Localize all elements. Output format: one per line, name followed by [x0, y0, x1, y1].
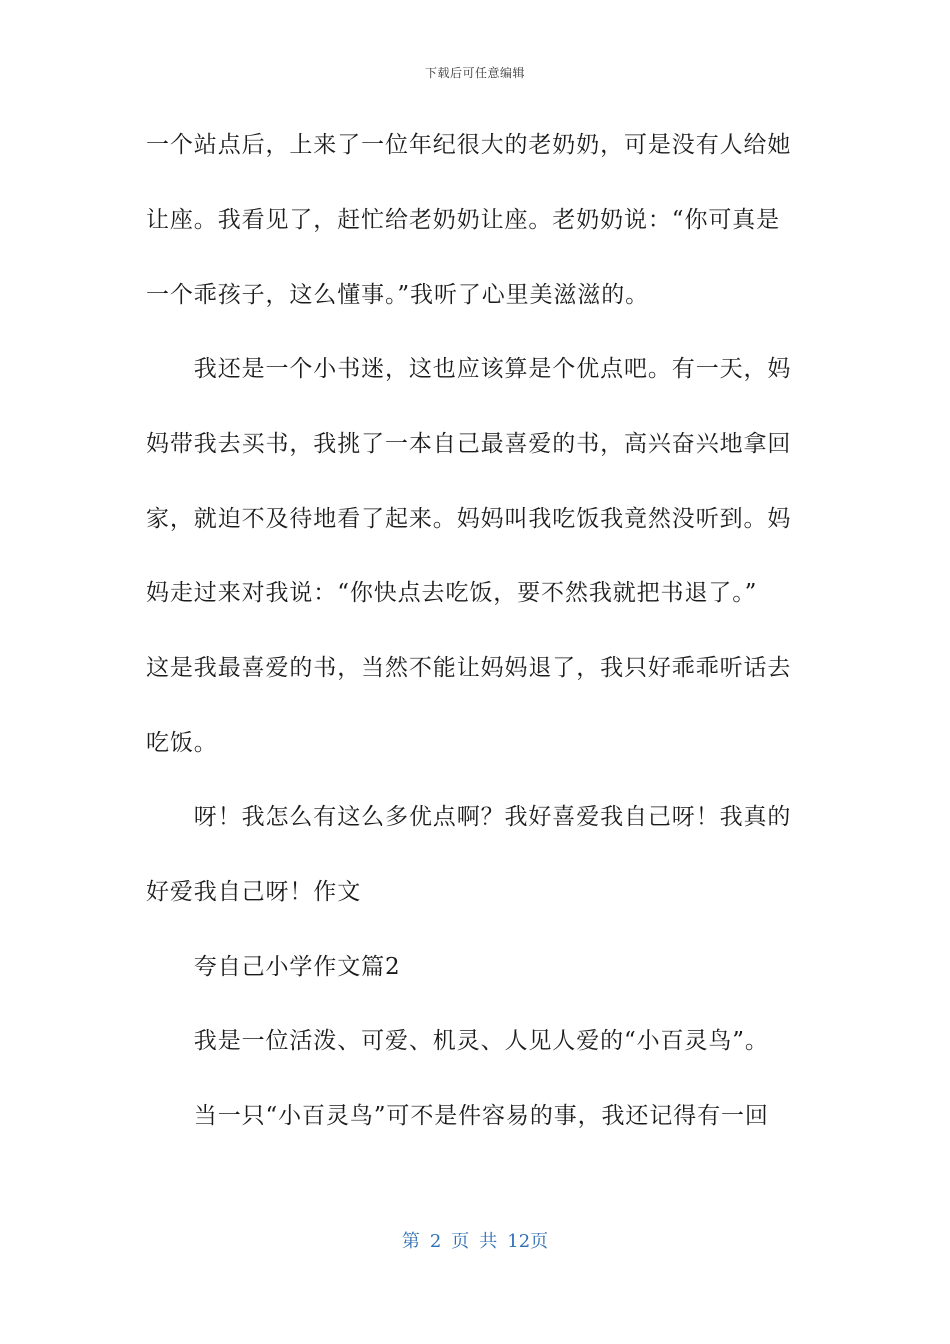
page-label: 第 — [401, 1231, 420, 1252]
total-label: 共 — [479, 1231, 498, 1252]
text-line: 一个乖孩子，这么懂事。”我听了心里美滋滋的。 — [146, 282, 650, 308]
text-line: 呀！我怎么有这么多优点啊？我好喜爱我自己呀！我真的 — [146, 804, 792, 830]
text-line: 妈带我去买书，我挑了一本自己最喜爱的书，高兴奋兴地拿回 — [146, 431, 792, 457]
text-line: 当一只“小百灵鸟”可不是件容易的事，我还记得有一回 — [146, 1103, 769, 1129]
text-line: 家，就迫不及待地看了起来。妈妈叫我吃饭我竟然没听到。妈 — [146, 506, 792, 532]
page-unit: 页 — [451, 1231, 470, 1252]
text-line: 吃饭。 — [146, 730, 218, 756]
text-line: 让座。我看见了，赶忙给老奶奶让座。老奶奶说：“你可真是 — [146, 207, 781, 233]
text-line: 我还是一个小书迷，这也应该算是个优点吧。有一天，妈 — [146, 356, 792, 382]
total-pages: 12页 — [507, 1231, 549, 1252]
text-line: 我是一位活泼、可爱、机灵、人见人爱的“小百灵鸟”。 — [146, 1028, 769, 1054]
section-heading: 夸自己小学作文篇2 — [146, 954, 401, 980]
text-line: 这是我最喜爱的书，当然不能让妈妈退了，我只好乖乖听话去 — [146, 655, 792, 681]
text-line: 一个站点后，上来了一位年纪很大的老奶奶，可是没有人给她 — [146, 132, 792, 158]
text-line: 好爱我自己呀！作文 — [146, 879, 362, 905]
page-footer — [0, 1227, 950, 1253]
page-header: 下载后可任意编辑 — [424, 66, 525, 80]
text-line: 妈走过来对我说：“你快点去吃饭，要不然我就把书退了。” — [146, 580, 758, 606]
current-page-number: 2 — [429, 1231, 442, 1252]
